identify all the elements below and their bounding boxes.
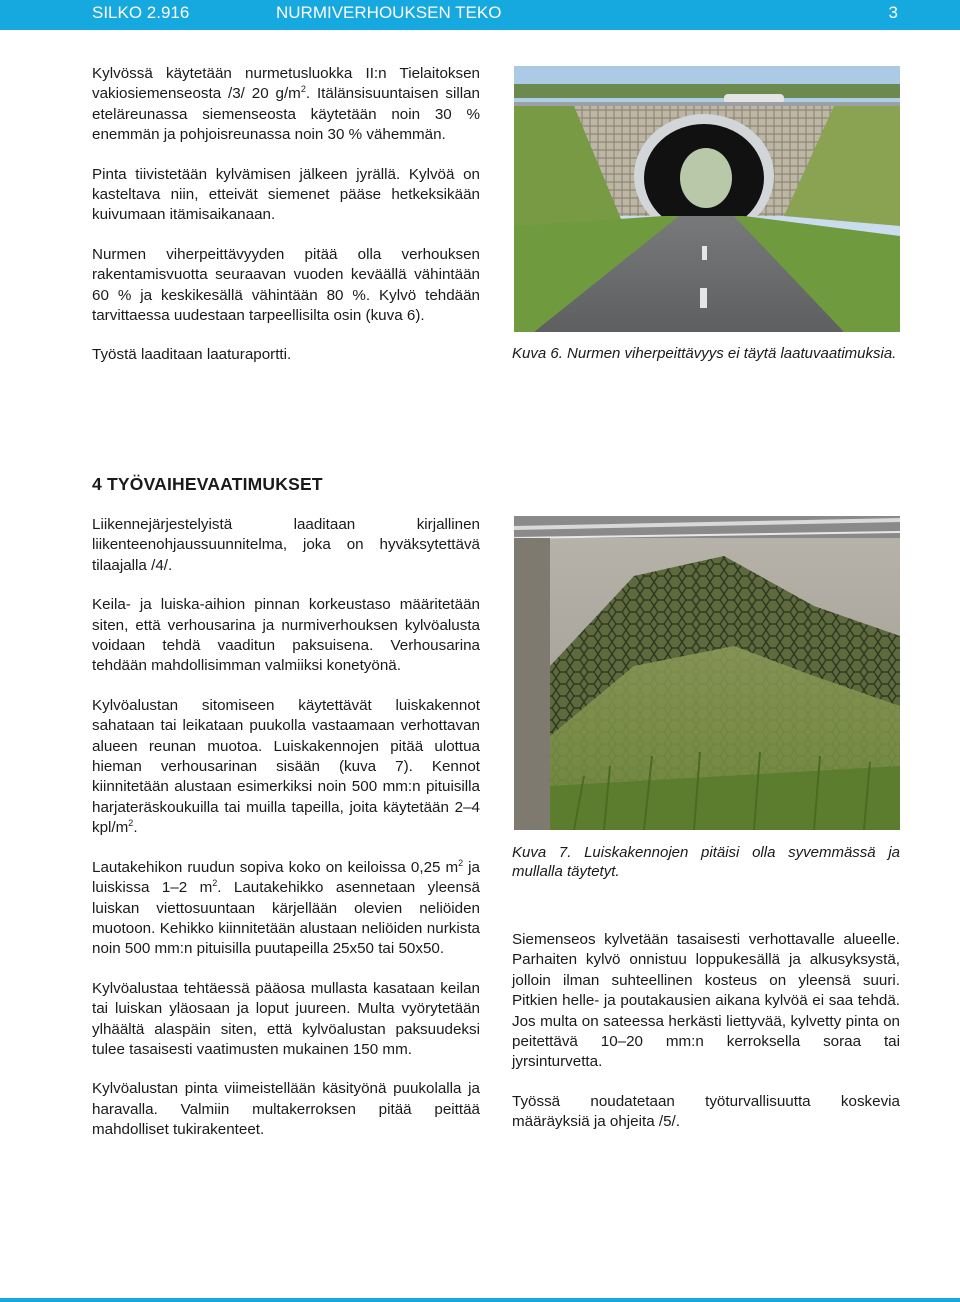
figure-7-caption: Kuva 7. Luiskakennojen pitäisi olla syvemmässä ja mullalla täytetyt. (512, 844, 900, 880)
paragraph-finishing: Kylvöalustan pinta viimeistellään käsityönä puukolalla ja haravalla. Valmiin multakerroksen pitää peittää mahdolliset tukirakenteet. (92, 1080, 480, 1139)
paragraph-sowing: Siemenseos kylvetään tasaisesti verhottavalle alueelle. Parhaiten kylvö onnistuu loppukesällä ja alkusyksystä, jolloin ilman suhteellinen kosteus on yleensä suuri. Pitkien helle- ja poutakausien aikana kylvöä ei saa tehdä. Jos multa on sateessa herkästi liettyvää, kylvetty pinta on peitettävä 10–20 mm:n kerroksella soraa tai jyrsinturvetta. (512, 931, 900, 1071)
paragraph-quality-report: Työstä laaditaan laaturaportti. (92, 346, 292, 364)
paragraph-surface-level: Keila- ja luiska-aihion pinnan korkeustaso määritetään siten, että verhousarina ja nurmiverhouksen kylvöalusta voidaan tehdä vaaditun paksuisena. Verhousarina tehdään mahdollisimman valmiiksi konetyönä. (92, 596, 480, 675)
figure-6-photo (514, 66, 900, 332)
page-header (0, 0, 960, 30)
paragraph-soil-layer: Kylvöalustaa tehtäessä pääosa mullasta kasataan keilan tai luiskan yläosaan ja loput juureen. Multa vyörytetään ylhäältä alaspäin siten, että kylvöalustan paksuudeksi tulee tasaisesti vaatimusten mukainen 150 mm. (92, 979, 480, 1058)
paragraph-traffic-plan: Liikennejärjestelyistä laaditaan kirjallinen liikenteenohjaussuunnitelma, joka on hyväksytettävä tilaajalla /4/. (92, 516, 480, 574)
page-number: 3 (888, 3, 898, 22)
paragraph-seed-mix: Kylvössä käytetään nurmetusluokka II:n Tielaitoksen vakiosiemenseosta /3/ 20 $g/m^2$. Itälänsisuuntaisen sillan eteläreunassa siemenseosta käytetään noin 30 % enemmän ja pohjoisreunassa noin 30 % vähemmän. (92, 65, 480, 144)
figure-6-caption: Kuva 6. Nurmen viherpeittävyys ei täytä laatuvaatimuksia. (512, 345, 897, 362)
paragraph-slope-cells: Kylvöalustan sitomiseen käytettävät luiskakennot sahataan tai leikataan puukolla vastaamaan verhottavan alueen reunan muotoa. Luiskakennojen pitää ulottua hieman verhousarinan sisään (kuva 7). Kennot kiinnitetään alustaan esimerkiksi noin 500 mm:n pituisilla harjateräskoukuilla tai muilla tapeilla, joita käytetään 2–4 kpl/$m^2$. (92, 696, 480, 837)
document-code: SILKO 2.916 (92, 3, 190, 22)
paragraph-frame-size: Lautakehikon ruudun sopiva koko on keiloissa 0,25 $m^2$ ja luiskissa 1–2 $m^2$. Lautakehikko asennetaan yleensä luiskan viettosuuntaan kärjellään olevien neliöiden muotoon. Kehikko kiinnitetään alustaan neliöiden nurkista noin 500 mm:n pituisilla puutapeilla 25x50 tai 50x50. (92, 857, 480, 958)
paragraph-safety: Työssä noudatetaan työturvallisuutta koskevia määräyksiä ja ohjeita /5/. (512, 1092, 900, 1131)
paragraph-rolling: Pinta tiivistetään kylvämisen jälkeen jyrällä. Kylvöä on kasteltava niin, etteivät siemenet pääse hetkeksikään kuivumaan itämisaikanaan. (92, 165, 480, 224)
paragraph-coverage: Nurmen viherpeittävyyden pitää olla verhouksen rakentamisvuotta seuraavan vuoden keväällä vähintään 60 % ja keskikesällä vähintään 80 %. Kylvö tehdään tarvittaessa uudestaan tarpeellisilta osin (kuva 6). (92, 245, 480, 325)
sowing-text-column (512, 930, 900, 1133)
section-heading: 4 TYÖVAIHEVAATIMUKSET (92, 474, 323, 494)
footer-rule (0, 1298, 960, 1302)
intro-text-column (92, 64, 480, 366)
section-4-text-column (92, 515, 480, 1141)
document-title: NURMIVERHOUKSEN TEKO (276, 3, 502, 22)
figure-7-photo (514, 516, 900, 830)
